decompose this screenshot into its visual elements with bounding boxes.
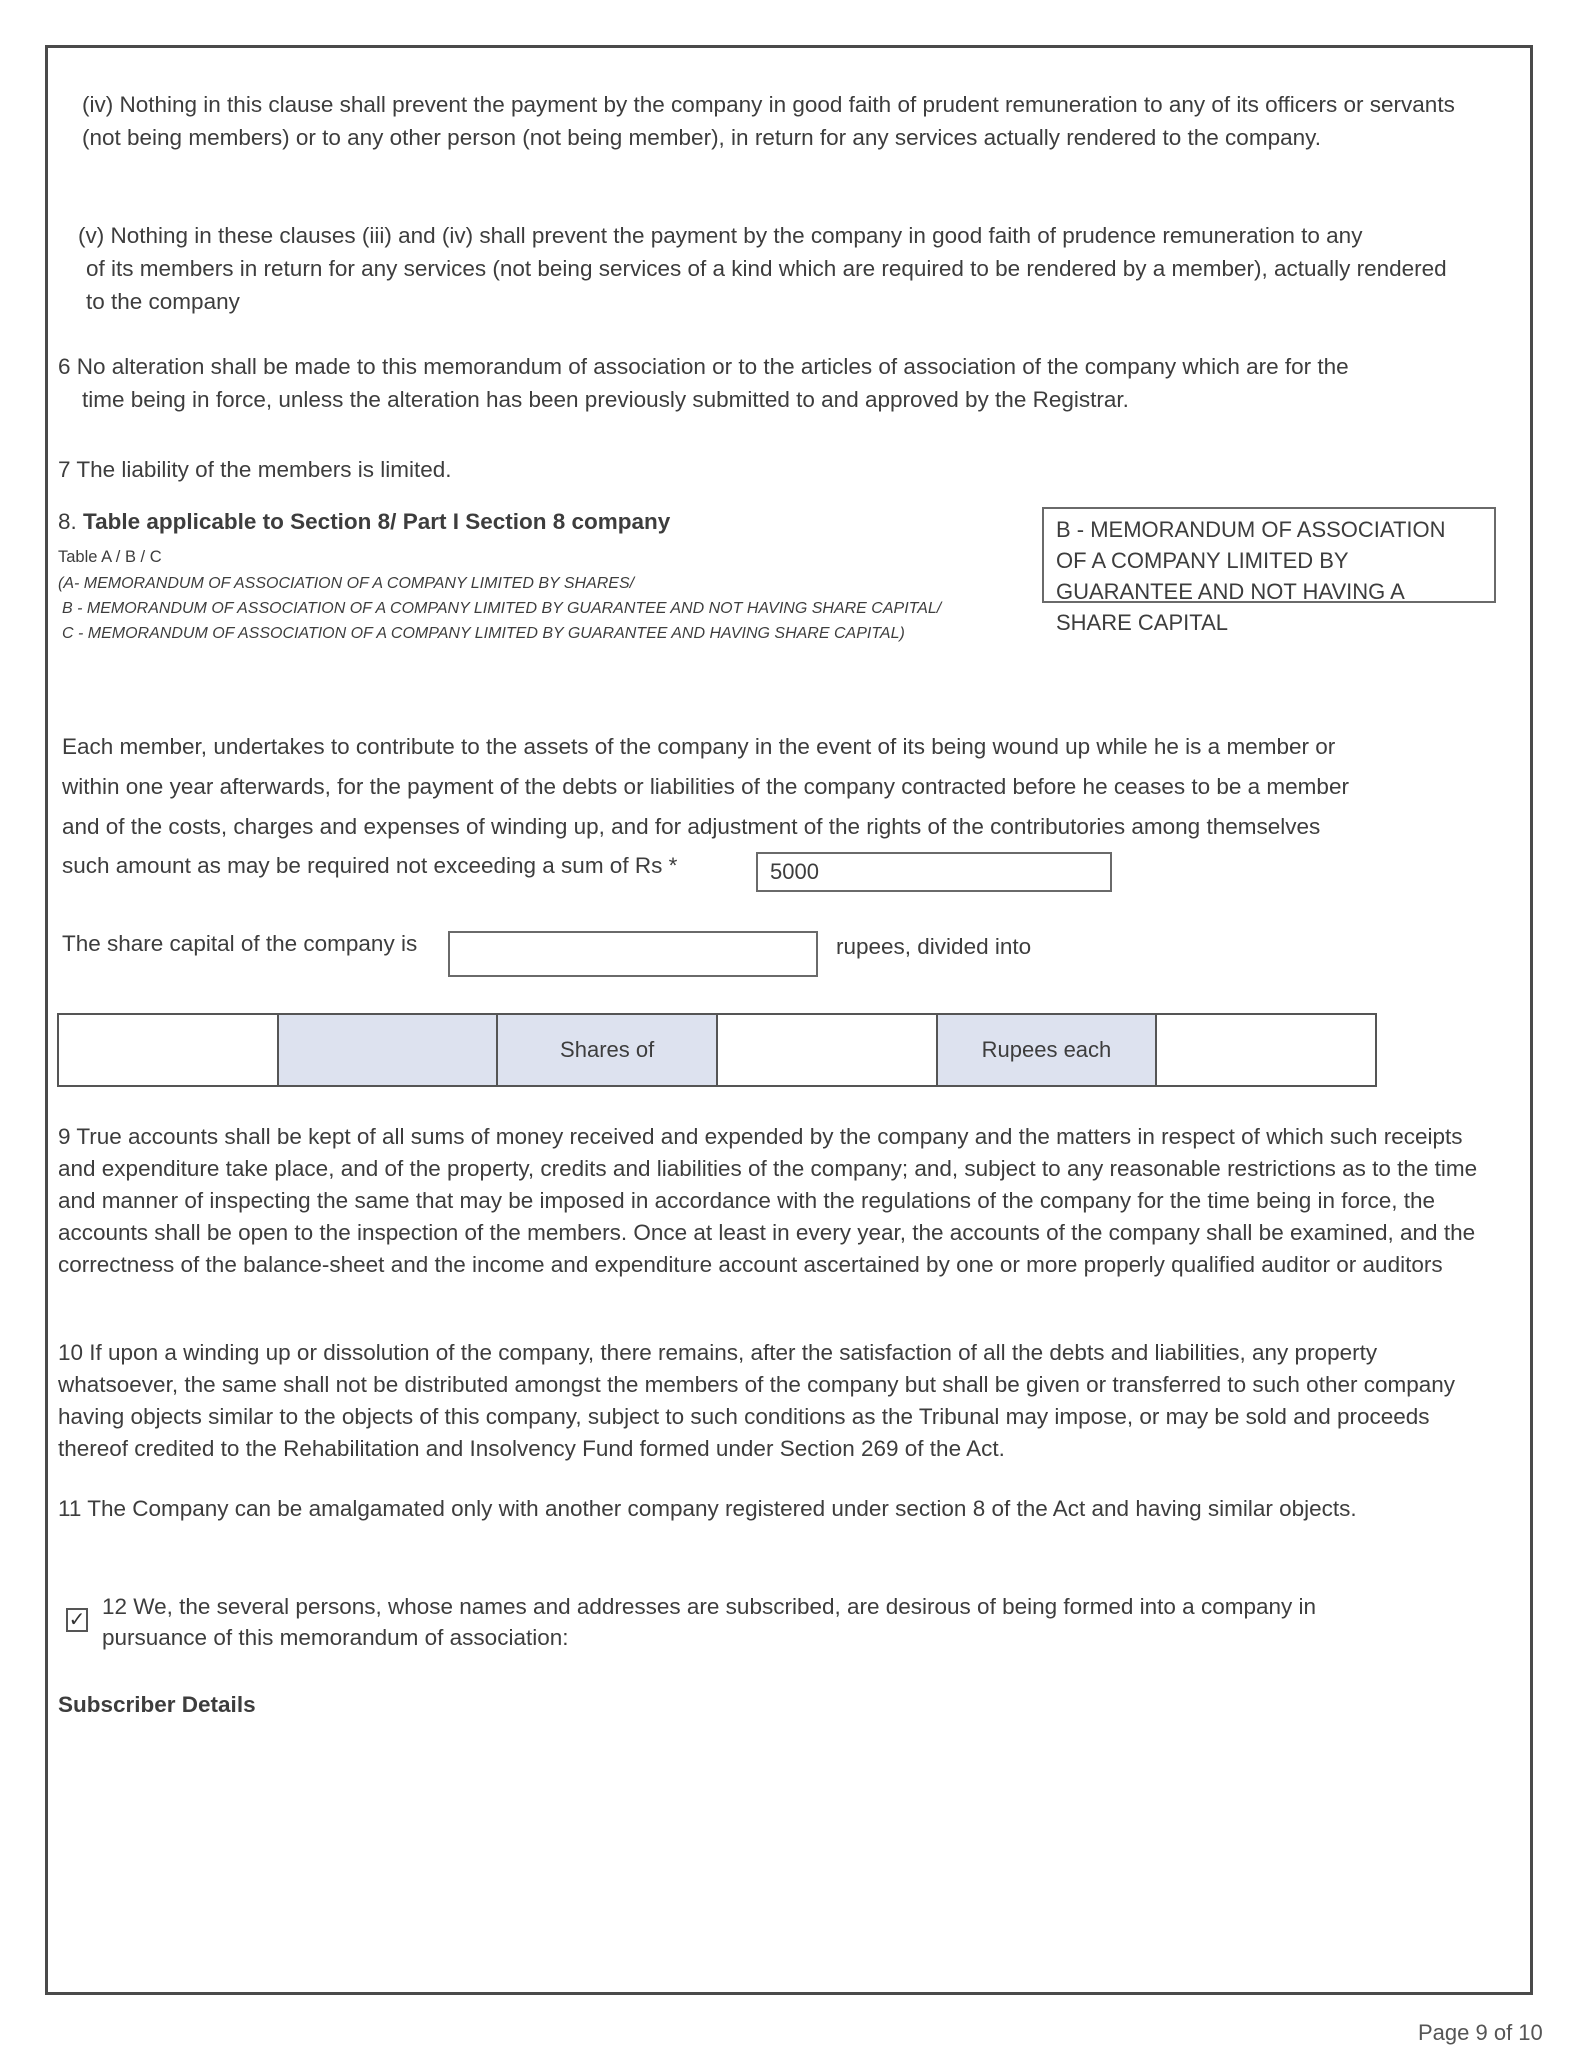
clause-7: 7 The liability of the members is limited.	[58, 457, 452, 482]
selected-table-field[interactable]: B - MEMORANDUM OF ASSOCIATION OF A COMPANY LIMITED BY GUARANTEE AND NOT HAVING A SHARE CAPITAL	[1042, 507, 1496, 603]
subscriber-heading: Subscriber Details	[58, 1692, 256, 1717]
clause-6-line1: 6 No alteration shall be made to this memorandum of association or to the articles of association of the company which are for the	[58, 354, 1349, 379]
shares-blank-cell	[278, 1014, 498, 1086]
option-c-text: C - MEMORANDUM OF ASSOCIATION OF A COMPANY LIMITED BY GUARANTEE AND HAVING SHARE CAPITAL)	[62, 625, 905, 642]
clause-v-line1: (v) Nothing in these clauses (iii) and (iv) shall prevent the payment by the company in good faith of prudence remuneration to any	[78, 223, 1363, 248]
clause-12-checkbox[interactable]: ✓	[66, 1608, 88, 1632]
contribution-line3: and of the costs, charges and expenses of winding up, and for adjustment of the rights of the contributories among themselves	[62, 814, 1321, 839]
clause-6-rest: time being in force, unless the alteration has been previously submitted to and approved by the Registrar.	[82, 387, 1129, 412]
share-capital-field[interactable]	[448, 931, 818, 977]
contribution-line2: within one year afterwards, for the payment of the debts or liabilities of the company contracted before he ceases to be a member	[62, 774, 1349, 799]
contribution-amount-field[interactable]: 5000	[756, 852, 1112, 892]
clause-9: 9 True accounts shall be kept of all sums of money received and expended by the company and the matters in respect of which such receipts and expenditure take place, and of the property, credits and liabilities of the company; and, subject to any reasonable restrictions as to the time and manner of inspecting the same that may be imposed in accordance with the regulations of the company for the time being in force, the accounts shall be open to the inspection of the members. Once at least in every year, the accounts of the company shall be examined, and the correctness of the balance-sheet and the income and expenditure account ascertained by one or more properly qualified auditor or auditors	[58, 1124, 1478, 1277]
contribution-line4: such amount as may be required not exceeding a sum of Rs *	[62, 853, 678, 878]
share-capital-suffix: rupees, divided into	[836, 934, 1032, 959]
trailing-cell[interactable]	[1156, 1014, 1376, 1086]
shares-table	[57, 1013, 1377, 1087]
clause-11: 11 The Company can be amalgamated only with another company registered under section 8 of the Act and having similar objects.	[58, 1496, 1357, 1521]
number-of-shares-cell[interactable]	[58, 1014, 278, 1086]
contribution-line1: Each member, undertakes to contribute to the assets of the company in the event of its being wound up while he is a member or	[62, 734, 1336, 759]
table-options-label: Table A / B / C	[58, 548, 162, 566]
shares-of-label: Shares of	[497, 1014, 717, 1086]
option-a-text: (A- MEMORANDUM OF ASSOCIATION OF A COMPANY LIMITED BY SHARES/	[58, 575, 635, 592]
rupees-each-label: Rupees each	[937, 1014, 1157, 1086]
page-number: Page 9 of 10	[1418, 2020, 1543, 2045]
share-capital-prefix: The share capital of the company is	[62, 931, 418, 956]
section-8-heading	[58, 505, 1038, 538]
clause-v-rest: of its members in return for any services (not being services of a kind which are required to be rendered by a member), actually rendered to the company	[86, 256, 1447, 314]
section-8-number: 8.	[58, 509, 77, 534]
option-b-text: B - MEMORANDUM OF ASSOCIATION OF A COMPANY LIMITED BY GUARANTEE AND NOT HAVING SHARE CAPITAL/	[62, 600, 942, 617]
table-row	[58, 1014, 1376, 1086]
clause-iv: (iv) Nothing in this clause shall prevent the payment by the company in good faith of prudent remuneration to any of its officers or servants (not being members) or to any other person (not being member), in return for any services actually rendered to the company.	[82, 92, 1455, 150]
share-value-cell[interactable]	[717, 1014, 937, 1086]
section-8-title: Table applicable to Section 8/ Part I Section 8 company	[83, 509, 671, 534]
clause-12: 12 We, the several persons, whose names and addresses are subscribed, are desirous of being formed into a company in pursuance of this memorandum of association:	[102, 1594, 1317, 1650]
clause-10: 10 If upon a winding up or dissolution of the company, there remains, after the satisfaction of all the debts and liabilities, any property whatsoever, the same shall not be distributed amongst the members of the company but shall be given or transferred to such other company having objects similar to the objects of this company, subject to such conditions as the Tribunal may impose, or may be sold and proceeds thereof credited to the Rehabilitation and Insolvency Fund formed under Section 269 of the Act.	[58, 1340, 1456, 1461]
